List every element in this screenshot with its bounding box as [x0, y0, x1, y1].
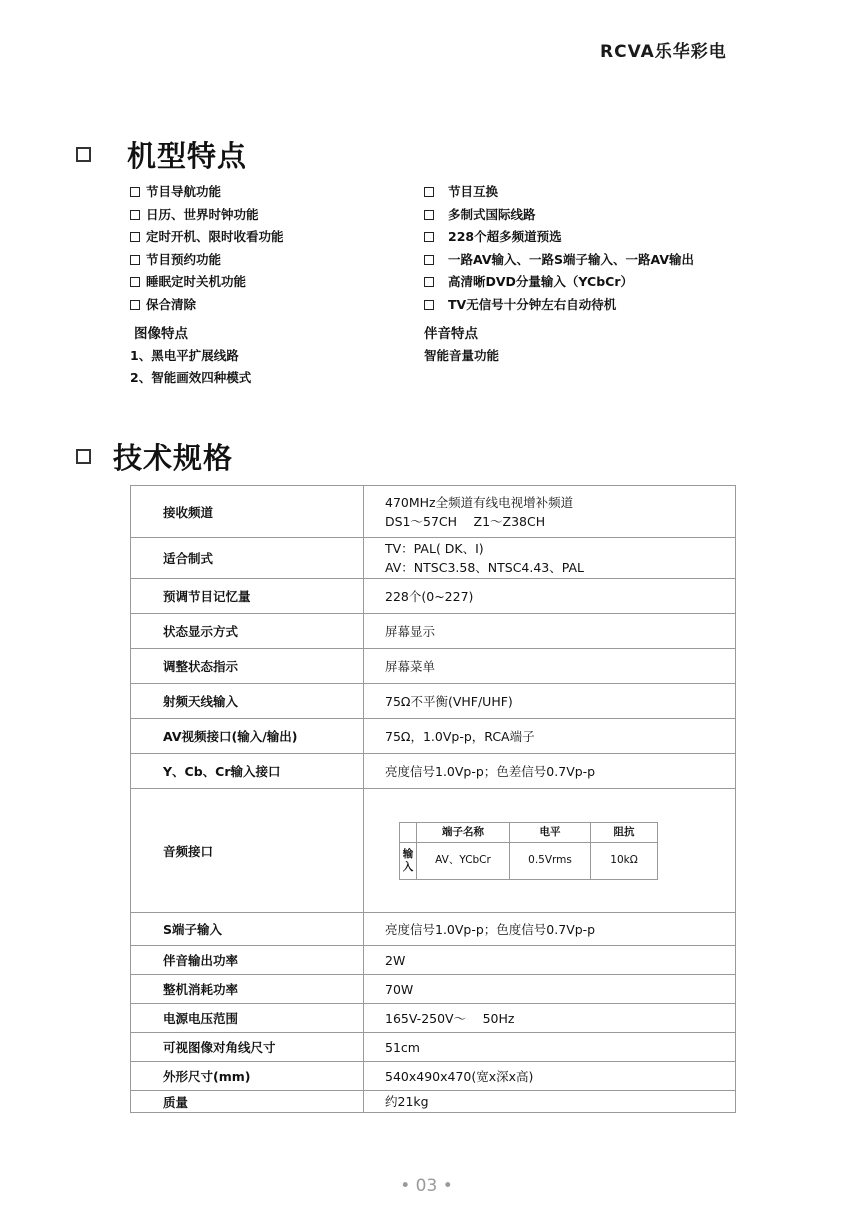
table-cell: 输入	[400, 842, 417, 879]
table-row	[131, 789, 736, 913]
spec-value-line: AV：NTSC3.58、NTSC4.43、PAL	[385, 560, 585, 575]
spec-key: 射频天线输入	[131, 684, 364, 719]
table-row	[131, 1091, 736, 1113]
section-specs-heading	[76, 436, 233, 477]
checkbox-icon	[130, 187, 140, 197]
spec-value-line: 51cm	[385, 1039, 420, 1055]
feature-label: 保合清除	[146, 296, 197, 312]
spec-key: 可视图像对角线尺寸	[131, 1033, 364, 1062]
checkbox-icon	[424, 277, 434, 287]
feature-list-right	[424, 181, 694, 316]
table-row	[131, 614, 736, 649]
spec-value-line: 亮度信号1.0Vp-p；色度信号0.7Vp-p	[385, 921, 596, 937]
table-cell: 0.5Vrms	[510, 842, 591, 879]
page-number: • 03 •	[400, 1176, 453, 1196]
spec-value-line: 470MHz全频道有线电视增补频道	[385, 494, 574, 510]
feature-label: 日历、世界时钟功能	[146, 206, 259, 222]
feature-item	[424, 181, 694, 204]
feature-item	[424, 249, 694, 272]
spec-value	[364, 614, 736, 649]
spec-value	[364, 1033, 736, 1062]
sound-features-list	[424, 345, 499, 367]
spec-value	[364, 1004, 736, 1033]
spec-value-line: 165V-250V～ 50Hz	[385, 1010, 515, 1026]
table-cell: 10kΩ	[591, 842, 658, 879]
spec-value	[364, 1062, 736, 1091]
table-cell	[400, 822, 417, 842]
feature-label: 节目互换	[448, 184, 499, 199]
feature-item	[130, 226, 284, 249]
table-row	[131, 946, 736, 975]
spec-value-line: 屏幕菜单	[385, 658, 436, 674]
table-row	[131, 486, 736, 538]
section-title: 技术规格	[113, 441, 234, 475]
table-row	[131, 579, 736, 614]
spec-value-line: 2W	[385, 952, 406, 968]
table-row	[131, 719, 736, 754]
feature-item	[424, 294, 694, 317]
checkbox-icon	[130, 210, 140, 220]
checkbox-icon	[130, 300, 140, 310]
feature-item	[130, 271, 284, 294]
square-bullet-icon	[76, 147, 91, 162]
table-row	[131, 1033, 736, 1062]
spec-key: 适合制式	[131, 538, 364, 579]
list-item: 2、智能画效四种模式	[130, 370, 252, 385]
feature-label: TV无信号十分钟左右自动待机	[448, 296, 617, 312]
square-bullet-icon	[76, 449, 91, 464]
spec-value-line: 70W	[385, 981, 414, 997]
spec-key: 伴音输出功率	[131, 946, 364, 975]
spec-key: 电源电压范围	[131, 1004, 364, 1033]
spec-value-line: 约21kg	[385, 1094, 429, 1109]
feature-label: 多制式国际线路	[448, 206, 536, 222]
table-row	[131, 538, 736, 579]
feature-label: 睡眠定时关机功能	[146, 274, 247, 289]
spec-key: 状态显示方式	[131, 614, 364, 649]
spec-key: S端子输入	[131, 913, 364, 946]
section-title: 机型特点	[127, 139, 248, 173]
spec-value	[364, 649, 736, 684]
spec-value-line: 75Ω，1.0Vp-p，RCA端子	[385, 728, 535, 744]
list-item: 智能音量功能	[424, 348, 500, 363]
spec-value-line: 75Ω不平衡(VHF/UHF)	[385, 693, 513, 709]
spec-value	[364, 913, 736, 946]
feature-item	[130, 294, 284, 317]
table-row	[131, 684, 736, 719]
feature-item	[424, 204, 694, 227]
spec-value-line: TV：PAL( DK、I)	[385, 541, 484, 556]
spec-value	[364, 754, 736, 789]
feature-label: 高清晰DVD分量输入（YCbCr）	[448, 274, 633, 289]
image-features-list	[130, 345, 251, 389]
sound-features-title: 伴音特点	[424, 326, 478, 342]
section-features-heading	[76, 134, 247, 175]
feature-label: 节目预约功能	[146, 251, 222, 267]
table-row	[131, 754, 736, 789]
spec-value	[364, 719, 736, 754]
spec-key: 调整状态指示	[131, 649, 364, 684]
spec-value-line: 亮度信号1.0Vp-p；色差信号0.7Vp-p	[385, 763, 596, 779]
feature-label: 228个超多频道预选	[448, 229, 562, 244]
feature-label: 一路AV输入、一路S端子输入、一路AV输出	[448, 251, 695, 267]
spec-value-line: DS1～57CH Z1～Z38CH	[385, 513, 546, 529]
checkbox-icon	[424, 255, 434, 265]
spec-value	[364, 579, 736, 614]
spec-key: 整机消耗功率	[131, 975, 364, 1004]
feature-item	[130, 181, 284, 204]
spec-value	[364, 1091, 736, 1113]
feature-list-left	[130, 181, 284, 316]
spec-value	[364, 789, 736, 913]
spec-value-line: 540x490x470(宽x深x高)	[385, 1068, 534, 1084]
spec-value-line: 228个(0~227)	[385, 588, 474, 604]
checkbox-icon	[424, 210, 434, 220]
spec-key: 接收频道	[131, 486, 364, 538]
checkbox-icon	[130, 277, 140, 287]
checkbox-icon	[130, 255, 140, 265]
feature-item	[130, 249, 284, 272]
spec-value	[364, 684, 736, 719]
list-item: 1、黑电平扩展线路	[130, 348, 239, 363]
spec-value	[364, 486, 736, 538]
feature-item	[424, 226, 694, 249]
table-header: 电平	[510, 822, 591, 842]
table-row	[131, 1062, 736, 1091]
spec-key: Y、Cb、Cr输入接口	[131, 754, 364, 789]
spec-value	[364, 538, 736, 579]
feature-label: 定时开机、限时收看功能	[146, 229, 284, 244]
brand-logo: RCVA乐华彩电	[600, 42, 727, 62]
table-row	[131, 975, 736, 1004]
table-header: 阻抗	[591, 822, 658, 842]
spec-key: 外形尺寸(mm)	[131, 1062, 364, 1091]
checkbox-icon	[424, 232, 434, 242]
spec-value	[364, 946, 736, 975]
table-row	[131, 649, 736, 684]
audio-interface-table	[399, 822, 658, 880]
spec-key: 预调节目记忆量	[131, 579, 364, 614]
spec-key: AV视频接口(输入/输出)	[131, 719, 364, 754]
spec-table	[130, 485, 736, 1113]
spec-value	[364, 975, 736, 1004]
image-features-title: 图像特点	[134, 326, 188, 342]
spec-key: 质量	[131, 1091, 364, 1113]
checkbox-icon	[424, 187, 434, 197]
feature-item	[424, 271, 694, 294]
feature-label: 节目导航功能	[146, 184, 222, 199]
table-row	[131, 1004, 736, 1033]
table-cell: AV、YCbCr	[417, 842, 510, 879]
table-header: 端子名称	[417, 822, 510, 842]
checkbox-icon	[424, 300, 434, 310]
table-row	[131, 913, 736, 946]
spec-key: 音频接口	[131, 789, 364, 913]
checkbox-icon	[130, 232, 140, 242]
feature-item	[130, 204, 284, 227]
spec-value-line: 屏幕显示	[385, 623, 436, 639]
